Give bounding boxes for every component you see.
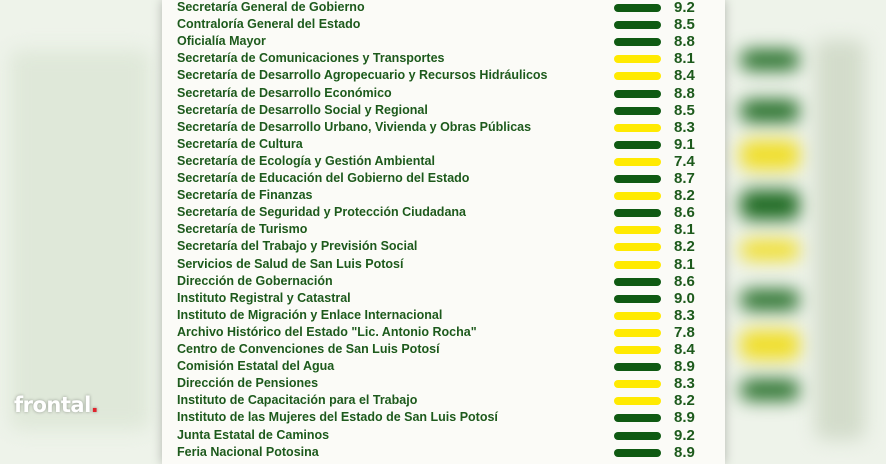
score-indicator [614, 107, 661, 115]
row-label: Instituto de Capacitación para el Trabajo [177, 393, 418, 408]
row-score: 8.1 [674, 50, 695, 68]
row-score: 8.2 [674, 392, 695, 410]
score-indicator [614, 397, 661, 405]
score-indicator [614, 295, 661, 303]
row-score: 8.4 [674, 341, 695, 358]
row-label: Dirección de Gobernación [177, 273, 333, 288]
score-indicator [614, 124, 661, 132]
ratings-table [162, 0, 725, 464]
row-label: Comisión Estatal del Agua [177, 359, 335, 374]
row-label: Instituto Registral y Catastral [177, 290, 351, 305]
table-row [162, 67, 725, 84]
score-indicator [614, 38, 661, 46]
score-indicator [614, 175, 661, 183]
row-label: Secretaría del Trabajo y Previsión Social [177, 239, 418, 254]
table-row [162, 444, 725, 461]
row-score: 8.5 [674, 16, 695, 34]
row-score: 9.1 [674, 135, 695, 153]
table-row [162, 50, 725, 67]
row-label: Centro de Convenciones de San Luis Potosí [177, 342, 440, 356]
row-score: 8.8 [674, 33, 695, 51]
table-row [162, 238, 725, 255]
row-label: Secretaría de Seguridad y Protección Ciudadana [177, 205, 466, 220]
score-indicator [614, 4, 661, 12]
row-score: 8.8 [674, 84, 695, 102]
score-indicator [614, 21, 661, 29]
table-row [162, 153, 725, 170]
row-score: 8.5 [674, 101, 695, 119]
brand-logo [14, 393, 98, 417]
score-indicator [614, 329, 661, 337]
row-label: Secretaría de Desarrollo Económico [177, 85, 392, 100]
score-indicator [614, 55, 661, 63]
score-indicator [614, 380, 661, 388]
score-indicator [614, 243, 661, 251]
row-score: 9.2 [674, 0, 695, 16]
score-indicator [614, 90, 661, 98]
row-label: Contraloría General del Estado [177, 17, 361, 32]
row-label: Secretaría de Cultura [177, 136, 303, 151]
row-score: 8.9 [674, 443, 695, 461]
score-indicator [614, 72, 661, 80]
table-row [162, 290, 725, 307]
row-score: 8.1 [674, 255, 695, 273]
row-score: 8.3 [674, 118, 695, 136]
score-indicator [614, 449, 661, 457]
brand-name: frontal [14, 393, 91, 417]
table-row [162, 256, 725, 273]
row-score: 8.7 [674, 170, 695, 187]
score-indicator [614, 226, 661, 234]
row-score: 8.6 [674, 272, 695, 290]
table-row [162, 187, 725, 204]
row-label: Dirección de Pensiones [177, 376, 319, 391]
table-row [162, 409, 725, 426]
table-row [162, 102, 725, 119]
row-label: Servicios de Salud de San Luis Potosí [177, 256, 404, 271]
row-label: Secretaría de Educación del Gobierno del Estado [177, 171, 470, 185]
row-score: 8.9 [674, 409, 695, 427]
table-row [162, 136, 725, 153]
table-row [162, 0, 725, 16]
row-score: 9.2 [674, 426, 695, 444]
row-score: 8.9 [674, 358, 695, 376]
row-label: Secretaría de Comunicaciones y Transportes [177, 51, 445, 66]
brand-dot: . [90, 393, 99, 417]
row-label: Feria Nacional Potosina [177, 444, 319, 459]
table-row [162, 204, 725, 221]
row-label: Secretaría de Desarrollo Urbano, Vivienda y Obras Públicas [177, 119, 532, 134]
table-row [162, 427, 725, 444]
row-score: 8.1 [674, 221, 695, 239]
table-row [162, 16, 725, 33]
score-indicator [614, 261, 661, 269]
row-score: 8.3 [674, 306, 695, 324]
score-indicator [614, 363, 661, 371]
row-label: Secretaría de Finanzas [177, 188, 313, 203]
score-indicator [614, 432, 661, 440]
row-score: 8.3 [674, 375, 695, 393]
score-indicator [614, 346, 661, 354]
row-score: 9.0 [674, 289, 695, 307]
table-row [162, 221, 725, 238]
table-row [162, 324, 725, 341]
score-indicator [614, 312, 661, 320]
table-row [162, 307, 725, 324]
table-row [162, 375, 725, 392]
row-score: 7.4 [674, 152, 695, 170]
score-indicator [614, 209, 661, 217]
row-score: 8.2 [674, 187, 695, 205]
row-score: 7.8 [674, 323, 695, 341]
table-row [162, 273, 725, 290]
row-label: Oficialía Mayor [177, 34, 266, 49]
row-label: Secretaría de Turismo [177, 222, 308, 237]
row-label: Instituto de Migración y Enlace Internacional [177, 307, 443, 322]
row-label: Secretaría de Ecología y Gestión Ambiental [177, 153, 435, 168]
table-row [162, 119, 725, 136]
score-indicator [614, 414, 661, 422]
table-row [162, 170, 725, 187]
score-indicator [614, 192, 661, 200]
table-row [162, 392, 725, 409]
row-score: 8.6 [674, 204, 695, 222]
row-label: Secretaría de Desarrollo Social y Regional [177, 102, 428, 117]
row-label: Archivo Histórico del Estado "Lic. Antonio Rocha" [177, 324, 477, 339]
row-label: Junta Estatal de Caminos [177, 427, 330, 442]
table-row [162, 33, 725, 50]
score-indicator [614, 141, 661, 149]
score-indicator [614, 278, 661, 286]
row-label: Secretaría General de Gobierno [177, 0, 365, 14]
row-label: Secretaría de Desarrollo Agropecuario y Recursos Hidráulicos [177, 68, 548, 83]
score-indicator [614, 158, 661, 166]
table-row [162, 358, 725, 375]
table-row [162, 341, 725, 358]
row-score: 8.2 [674, 238, 695, 256]
table-row [162, 85, 725, 102]
row-score: 8.4 [674, 67, 695, 85]
row-label: Instituto de las Mujeres del Estado de San Luis Potosí [177, 410, 498, 425]
